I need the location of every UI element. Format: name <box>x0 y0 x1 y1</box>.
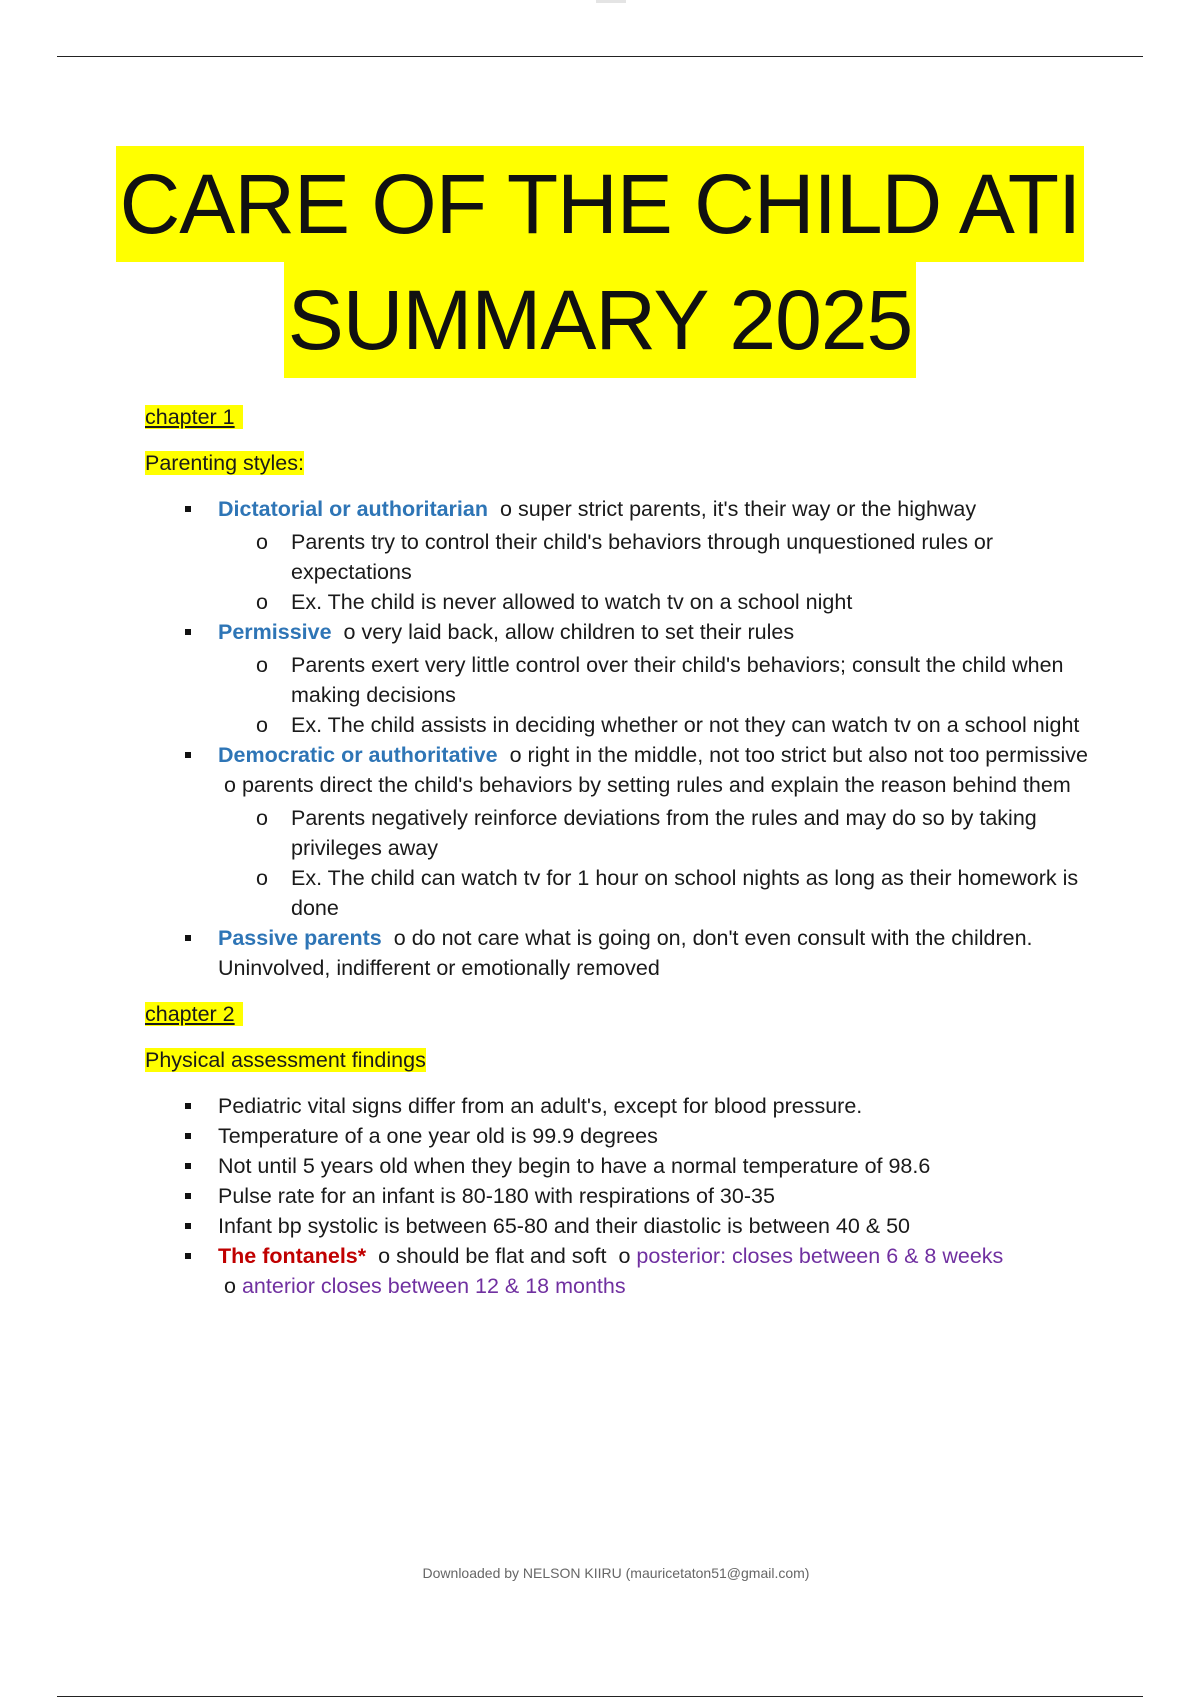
fontanels-posterior: posterior: closes between 6 & 8 weeks <box>636 1244 1004 1268</box>
fontanels-text: should be flat and soft <box>396 1244 607 1268</box>
style-summary: right in the middle, not too strict but also not too permissive <box>527 743 1089 767</box>
sub-list-item: o Parents try to control their child's behaviors through unquestioned rules or expectations <box>218 527 1105 587</box>
chapter-1-label: chapter 1 <box>145 405 243 429</box>
chapter-1-label-row <box>145 402 1105 432</box>
list-item: Not until 5 years old when they begin to have a normal temperature of 98.6 <box>145 1151 1105 1181</box>
style-summary: super strict parents, it's their way or the highway <box>517 497 977 521</box>
inline-bullet: o <box>393 926 406 950</box>
sub-list-item: o Ex. The child can watch tv for 1 hour on school nights as long as their homework is done <box>218 863 1105 923</box>
sub-list <box>218 803 1105 923</box>
fontanels-term: The fontanels* <box>218 1244 367 1268</box>
inline-bullet: o <box>509 743 522 767</box>
chapter-1-heading: Parenting styles: <box>145 451 304 475</box>
list-item: Infant bp systolic is between 65-80 and their diastolic is between 40 & 50 <box>145 1211 1105 1241</box>
fontanels-anterior: anterior closes between 12 & 18 months <box>241 1274 626 1298</box>
inline-bullet: o <box>378 1244 391 1268</box>
chapter-2-label: chapter 2 <box>145 1002 243 1026</box>
assessment-list <box>145 1091 1105 1301</box>
inline-bullet: o <box>618 1244 631 1268</box>
list-item: Pediatric vital signs differ from an adult's, except for blood pressure. <box>145 1091 1105 1121</box>
sub-list-item: o Parents exert very little control over their child's behaviors; consult the child when making decisions <box>218 650 1105 710</box>
list-item: Temperature of a one year old is 99.9 degrees <box>145 1121 1105 1151</box>
sub-list <box>218 650 1105 740</box>
sub-list-item: o Parents negatively reinforce deviations from the rules and may do so by taking privileges away <box>218 803 1105 863</box>
list-item <box>145 923 1105 983</box>
inline-bullet: o <box>224 1274 236 1298</box>
title-line-1: CARE OF THE CHILD ATI <box>116 146 1085 262</box>
title-line-2: SUMMARY 2025 <box>284 262 917 378</box>
list-item: Pulse rate for an infant is 80-180 with respirations of 30-35 <box>145 1181 1105 1211</box>
download-footer: Downloaded by NELSON KIIRU (mauricetaton51@gmail.com) <box>422 1565 810 1581</box>
sub-list-item: o Ex. The child assists in deciding whether or not they can watch tv on a school night <box>218 710 1105 740</box>
list-item <box>145 617 1105 740</box>
top-rule <box>57 56 1143 57</box>
list-item <box>145 1241 1105 1301</box>
style-term: Permissive <box>218 620 332 644</box>
style-summary: do not care what is going on, don't even consult with the children. Uninvolved, indifferent or emotionally removed <box>218 926 1033 980</box>
sub-list-item: o Ex. The child is never allowed to watch tv on a school night <box>218 587 1105 617</box>
chapter-2-label-row <box>145 999 1105 1029</box>
sub-list <box>218 527 1105 617</box>
style-term: Dictatorial or authoritarian <box>218 497 488 521</box>
document-title <box>57 146 1143 378</box>
chapter-2-heading: Physical assessment findings <box>145 1048 426 1072</box>
list-item <box>145 740 1105 923</box>
inline-bullet: o <box>224 773 236 797</box>
document-body <box>145 402 1105 1301</box>
bottom-rule <box>57 1696 1143 1697</box>
style-term: Democratic or authoritative <box>218 743 498 767</box>
inline-bullet: o <box>343 620 356 644</box>
style-summary: very laid back, allow children to set their rules <box>361 620 795 644</box>
style-term: Passive parents <box>218 926 382 950</box>
chapter-1-heading-row <box>145 448 1105 478</box>
header-mark <box>596 0 626 3</box>
chapter-2-heading-row <box>145 1045 1105 1075</box>
style-summary-2: parents direct the child's behaviors by setting rules and explain the reason behind them <box>241 773 1071 797</box>
parenting-styles-list <box>145 494 1105 983</box>
inline-bullet: o <box>499 497 512 521</box>
list-item <box>145 494 1105 617</box>
